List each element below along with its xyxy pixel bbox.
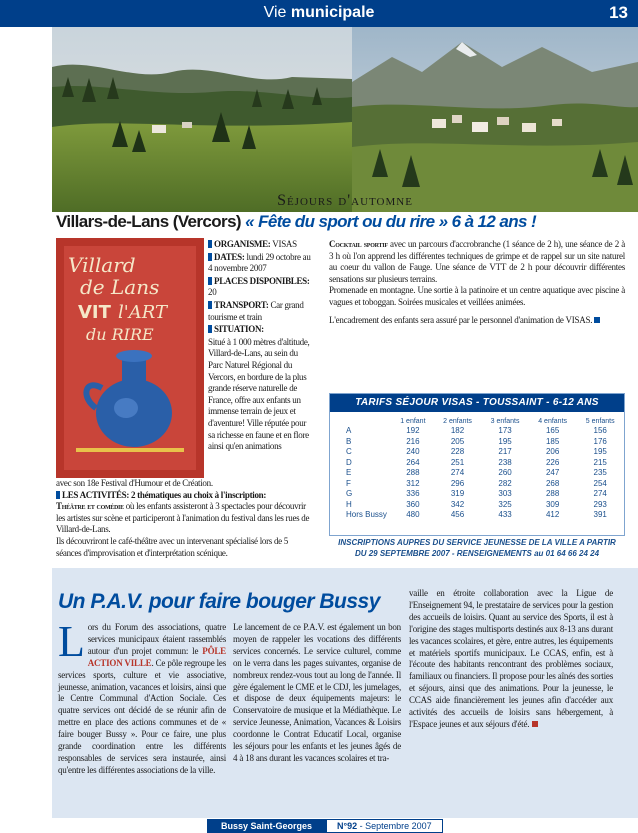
table-row <box>330 500 624 511</box>
tarif-category: A <box>346 426 352 435</box>
tarif-category: C <box>346 447 352 456</box>
tarif-price: 195 <box>498 436 512 446</box>
tarifs-column-header: 2 enfants <box>443 418 472 425</box>
tarif-price: 268 <box>545 478 560 488</box>
tarif-price: 176 <box>593 436 607 446</box>
tarif-category: D <box>346 457 352 467</box>
drop-cap: L <box>58 617 85 666</box>
tarifs-title: TARIFS SÉJOUR VISAS - TOUSSAINT - 6-12 ANS <box>330 394 624 412</box>
theatre-paragraph: Théâtre et comédie où les enfants assisteront à 3 spectacles pour découvrir les artistes sur scène et participeront à l'animation du festival dans les rues de Villard-de-Lans. <box>56 501 310 535</box>
poster-text-5: du RIRE <box>86 325 154 344</box>
tarif-price: 274 <box>450 468 465 477</box>
tarif-price: 195 <box>593 447 607 456</box>
bullet-marker <box>56 491 60 499</box>
situation-text-end: avec son 18e Festival d'Humour et de Création. <box>56 478 213 488</box>
cocktail-sportif-text <box>329 239 625 332</box>
tarifs-column-header: 3 enfants <box>490 418 520 425</box>
tarif-price: 342 <box>450 499 465 509</box>
poster-text-3: VIT <box>78 302 111 323</box>
tarif-price: 288 <box>545 489 560 498</box>
tarifs-header-row <box>330 417 624 426</box>
festival-poster <box>56 238 204 478</box>
tarif-price: 238 <box>498 457 512 467</box>
tarif-price: 433 <box>498 510 512 519</box>
inscriptions-line-2: DU 29 SEPTEMBRE 2007 - RENSEIGNEMENTS au 01 64 66 24 24 <box>354 548 600 558</box>
tarif-price: 240 <box>406 447 420 456</box>
tarif-price: 412 <box>545 510 560 519</box>
dates-line: DATES: lundi 29 octobre au 4 novembre 2007 <box>208 251 311 274</box>
section-header-title <box>0 4 638 22</box>
tarif-price: 215 <box>593 457 607 467</box>
pole-action-ville-highlight: PÔLE ACTION VILLE <box>87 645 226 668</box>
places-line: PLACES DISPONIBLES: 20 <box>208 275 310 298</box>
tarif-price: 319 <box>450 489 465 498</box>
tarif-price: 216 <box>406 436 420 446</box>
end-square-icon <box>532 721 538 727</box>
table-row <box>330 489 624 500</box>
tarif-price: 206 <box>545 447 560 456</box>
header-title-part1: Vie <box>263 4 291 21</box>
activites-heading: LES ACTIVITÉS: 2 thématiques au choix à l'inscription: <box>56 490 312 502</box>
tarif-price: 192 <box>406 426 420 435</box>
encadrement-paragraph: L'encadrement des enfants sera assuré par le personnel d'animation de VISAS. <box>329 315 625 327</box>
tarif-price: 205 <box>450 436 465 446</box>
festival-poster-image <box>56 238 204 478</box>
poster-text-1: Villard <box>68 253 136 277</box>
tarif-price: 156 <box>593 426 607 435</box>
left-margin <box>0 27 52 833</box>
tarif-price: 173 <box>498 426 512 435</box>
promenade-text: Promenade en montagne. Une sortie à la patinoire et un centre aquatique avec piscine à vagues et toboggan. Soirées musicales et veillées animées. <box>329 285 625 307</box>
table-row <box>330 447 624 458</box>
bullet-marker <box>208 301 212 309</box>
tarif-price: 182 <box>450 426 465 435</box>
poster-text-2: de Lans <box>80 275 160 299</box>
tarif-price: 165 <box>545 426 560 435</box>
transport-line: TRANSPORT: Car grand tourisme et train <box>208 299 304 322</box>
tarif-price: 254 <box>593 478 607 488</box>
tarif-category: B <box>346 436 352 446</box>
pav-column-3: vaille en étroite collaboration avec la Ligue de l'Enseignement 94, le prestataire de services pour la gestion des accueils de loisirs. Quant au service des Sports, il est à l'origine des stages multisports destinés aux 8-13 ans durant les vacances scolaires, et gère, entre autres, les équipements et matériels sportifs municipaux. Le CCAS, enfin, est à l'écoute des habitants rencontrant des problèmes sociaux, familiaux ou financiers. Il propose pour les aînés des sorties et séjours, ainsi que des animations. Pour la jeunesse, le CCAS aide financièrement les jeunes afin d'accéder aux activités des accueils de loisirs sans hébergement, à l'Espace jeunes et aux séjours d'été. <box>409 588 613 729</box>
tarif-category: H <box>346 499 352 509</box>
tarif-price: 264 <box>406 457 420 467</box>
activites-text <box>56 478 312 559</box>
tarif-price: 456 <box>450 510 465 519</box>
tarifs-column-header: 4 enfants <box>538 418 568 425</box>
bullet-marker <box>208 325 212 333</box>
table-row <box>330 510 624 521</box>
tarif-price: 288 <box>406 468 420 477</box>
table-row <box>330 437 624 448</box>
tarif-price: 391 <box>593 510 607 519</box>
landscape-photo <box>52 27 638 212</box>
tarif-price: 312 <box>406 478 420 488</box>
tarif-price: 185 <box>545 436 560 446</box>
tarif-price: 228 <box>450 447 465 456</box>
tarif-category: E <box>346 468 352 477</box>
tarif-price: 274 <box>593 489 607 498</box>
bullet-marker <box>208 240 212 248</box>
tarifs-body <box>330 426 624 521</box>
tarif-category: G <box>346 489 353 498</box>
tarifs-column-header <box>330 417 392 426</box>
tarif-category: Hors Bussy <box>346 510 387 519</box>
tarif-price: 360 <box>406 499 420 509</box>
tarifs-column-header: 1 enfant <box>400 418 426 425</box>
sejour-headline <box>56 212 636 232</box>
pav-title: Un P.A.V. pour faire bouger Bussy <box>58 590 380 613</box>
bullet-marker <box>208 253 212 261</box>
section-title-sejours: Séjours d'automne <box>277 192 413 209</box>
table-row <box>330 479 624 490</box>
tarif-price: 282 <box>498 478 512 488</box>
situation-heading: SITUATION: <box>208 324 312 336</box>
cocktail-paragraph: Cocktail sportif avec un parcours d'accrobranche (1 séance de 2 h), une séance de 2 à 3 h où l'on apprend les différentes techniques de grimpe et de rappel sur un site naturel au coeur du vallon de Fauge. Une séance de VTT de 2 h pour découvrir différentes sensations sur plusieurs terrains. Promenade en montagne. Une sortie à la patinoire et un centre aquatique avec piscine à vagues et toboggan. Soirées musicales et veillées animées. <box>329 239 625 307</box>
cafe-theatre-paragraph: Ils découvriront le café-théâtre avec un intervenant spécialisé lors de 5 séances d'improvisation et d'interprétation scénique. <box>56 535 288 558</box>
page-number: 13 <box>609 3 628 22</box>
mountain-landscape-image <box>52 27 638 212</box>
tarifs-column-header: 5 enfants <box>585 418 615 425</box>
pav-column-2: Le lancement de ce P.A.V. est également un bon moyen de rappeler les vocations des différents services concernés. Le service culturel, comme on le verra dans les pages suivantes, organise de nombreux rendez-vous tout au long de l'année. Il gère également le CME et le CDJ, les jumelages, et dispose de deux équipements majeurs: le Conservatoire de musique et la Médiathèque. Le service Jeunesse, Animation, Vacances & Loisirs coordonne le Contrat Educatif Local, organise les séjours pour les enfants et les jeunes âgés de 4 à 18 ans durant les vacances scolaires et tra- <box>233 622 401 763</box>
table-row <box>330 458 624 469</box>
footer-publication: Bussy Saint-Georges <box>207 819 326 833</box>
tarif-price: 251 <box>450 457 465 467</box>
header-title-part2: municipale <box>290 4 375 21</box>
table-row <box>330 468 624 479</box>
tarif-price: 296 <box>450 478 465 488</box>
tarif-price: 309 <box>545 499 560 509</box>
page-footer <box>207 819 443 833</box>
tarif-price: 260 <box>498 468 512 477</box>
tarif-price: 336 <box>406 489 420 498</box>
organisme-line: ORGANISME: VISAS <box>208 239 312 251</box>
tarifs-table-box <box>329 393 625 536</box>
end-square-icon <box>594 317 600 323</box>
inscriptions-line-1: INSCRIPTIONS AUPRES DU SERVICE JEUNESSE DE LA VILLE A PARTIR <box>338 538 616 547</box>
table-row <box>330 426 624 437</box>
inscriptions-notice <box>329 538 625 559</box>
tarif-price: 325 <box>498 499 512 509</box>
tarif-price: 217 <box>498 447 512 456</box>
tarif-price: 293 <box>593 499 607 509</box>
tarif-price: 480 <box>406 510 420 519</box>
page-header <box>0 0 638 27</box>
headline-location: Villars-de-Lans (Vercors) <box>56 212 246 231</box>
tarif-price: 247 <box>545 468 560 477</box>
poster-text-4: l'ART <box>118 302 167 323</box>
situation-text: Situé à 1 000 mètres d'altitude, Villard-de-Lans, au sein du Parc Naturel Régional du Vercors, en bordure de la plus grande réserve naturelle de France, offre aux enfants un immense terrain de jeux et d'aventure! Ville réputée pour sa richesse en faune et en flore ainsi qu'en animations <box>208 336 310 452</box>
headline-tagline: « Fête du sport ou du rire » 6 à 12 ans ! <box>245 212 537 231</box>
bullet-marker <box>208 277 212 285</box>
tarif-category: F <box>346 478 351 488</box>
tarif-price: 235 <box>593 468 607 477</box>
tarif-price: 226 <box>545 457 560 467</box>
tarifs-table <box>330 417 624 521</box>
pav-column-1: Lors du Forum des associations, quatre services municipaux étaient rassemblés autour d'un projet commun: le PÔLE ACTION VILLE. Ce pôle regroupe les services sports, culture et vie associative, jeunesse, animation, vacances et loisirs, ainsi que le Centre Communal d'Action Sociale. Ces quatre services ont décidé de se réunir afin de mettre en place des actions communes et de « faire bouger Bussy ». Pour ce faire, une plus grande coordination entre les différents responsables de services sera instaurée, ainsi qu'entre les différentes associations de la ville. <box>58 617 227 775</box>
tarif-price: 303 <box>498 489 512 498</box>
sejour-info-column <box>208 239 312 454</box>
footer-issue: N°92 - Septembre 2007 <box>326 819 443 833</box>
